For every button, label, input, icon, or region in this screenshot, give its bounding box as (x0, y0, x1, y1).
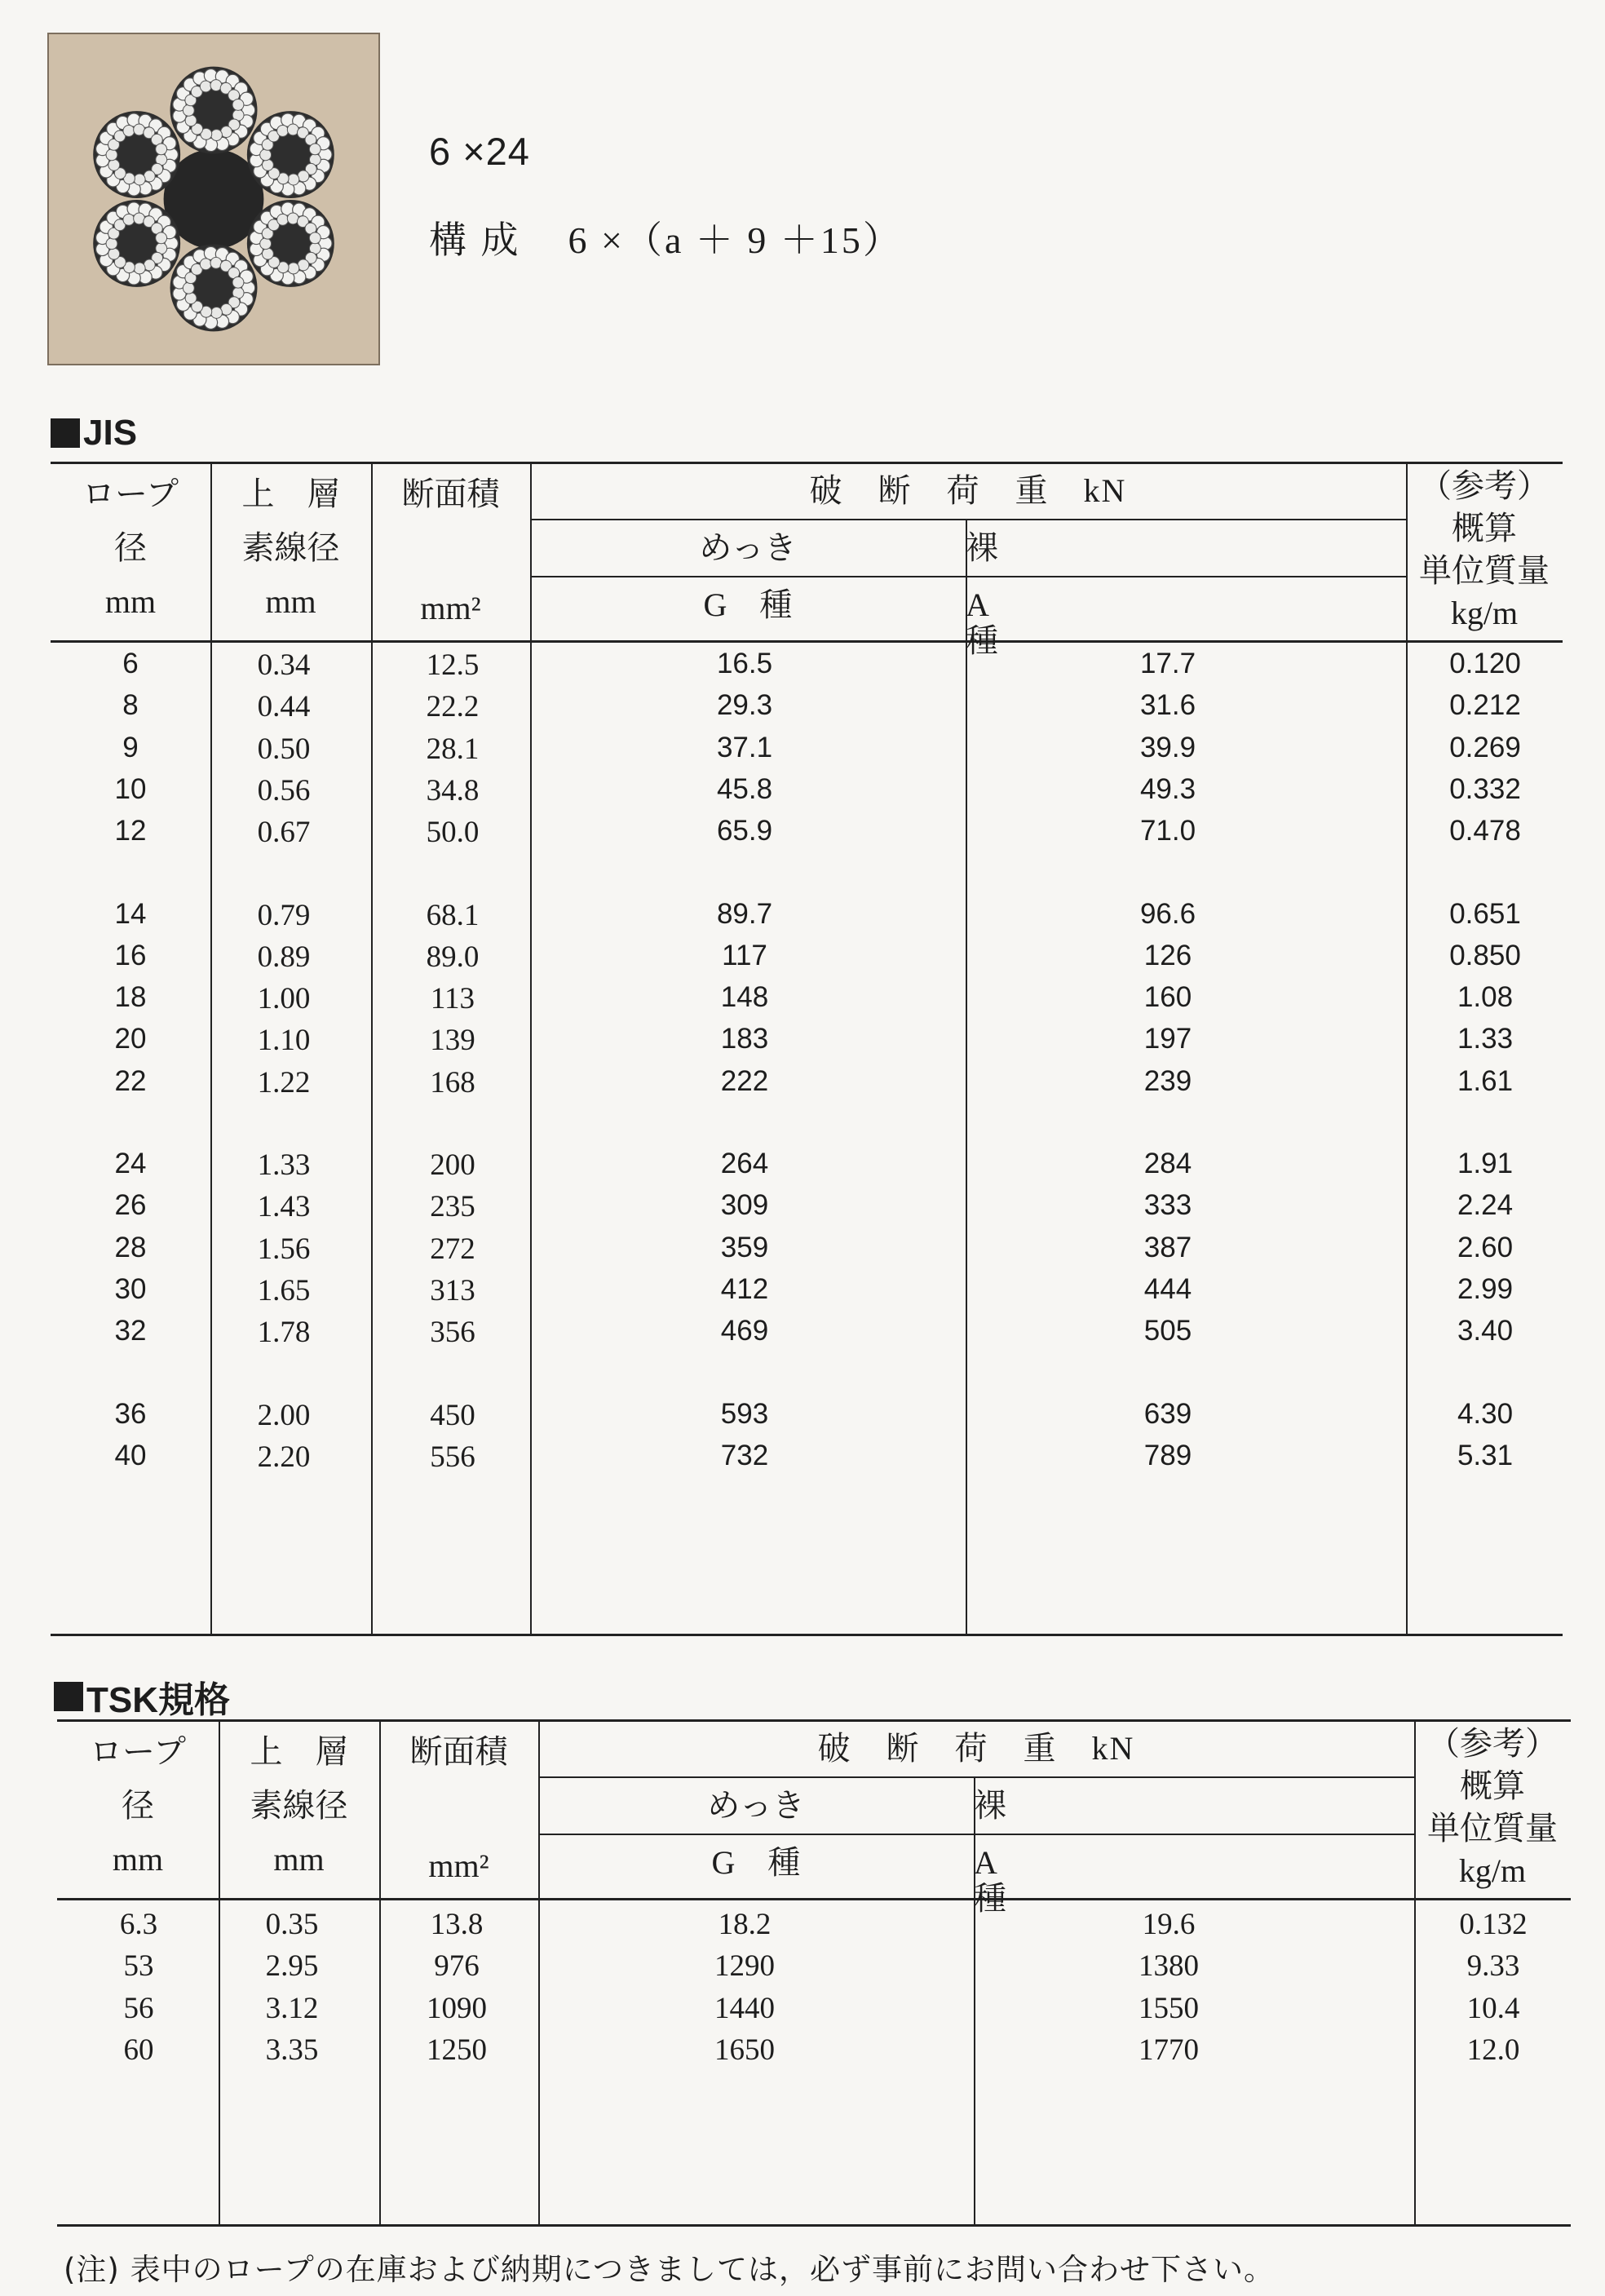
cell-rope-diameter: 18 (114, 981, 147, 1014)
header-unit-mass-line: kg/m (1458, 1852, 1527, 1889)
header-area-line: 断面積 (409, 1733, 508, 1770)
rope-construction (429, 210, 903, 264)
header-rope-diameter-line: ロープ (82, 476, 179, 512)
cell-a-type-load: 160 (1143, 981, 1192, 1014)
cell-unit-mass: 1.91 (1457, 1148, 1514, 1179)
cell-area: 1250 (427, 2033, 487, 2067)
cell-wire-diameter: 3.12 (265, 1991, 319, 2025)
cell-wire-diameter: 1.56 (257, 1232, 311, 1266)
cell-wire-diameter: 1.65 (257, 1273, 311, 1307)
header-outer-wire-diameter-line: mm (273, 1841, 325, 1878)
section-title-jis-text: JIS (83, 413, 138, 453)
cell-rope-diameter: 24 (114, 1148, 147, 1179)
cell-wire-diameter: 0.34 (257, 648, 311, 682)
header-rope-diameter (57, 1734, 219, 1896)
header-unit-mass (1414, 1723, 1571, 1892)
cell-g-type-load: 89.7 (716, 897, 773, 930)
section-title-jis (51, 413, 137, 453)
header-outer-wire-diameter-line: 上 層 (241, 476, 340, 512)
cell-a-type-load: 1770 (1139, 2033, 1199, 2067)
cell-a-type-load: 387 (1143, 1231, 1192, 1263)
cell-a-type-load: 49.3 (1139, 772, 1196, 805)
column-rule (371, 462, 373, 1634)
header-rope-diameter-line: 径 (122, 1787, 154, 1824)
cell-area: 28.1 (426, 732, 480, 766)
header-outer-wire-diameter-line: 素線径 (241, 529, 340, 566)
cell-g-type-load: 222 (720, 1064, 769, 1097)
rope-strand (247, 111, 334, 198)
cell-wire-diameter: 0.56 (257, 773, 311, 807)
cell-rope-diameter: 9 (122, 731, 139, 763)
cell-unit-mass: 1.33 (1457, 1023, 1514, 1055)
cell-unit-mass: 0.332 (1449, 772, 1521, 805)
cell-area: 200 (430, 1148, 475, 1182)
cell-wire-diameter: 0.35 (265, 1908, 319, 1941)
cell-unit-mass: 0.212 (1449, 689, 1521, 722)
header-unit-mass-line: 概算 (1460, 1767, 1525, 1804)
header-area-line: mm² (428, 1847, 489, 1884)
header-rope-diameter-line: mm (104, 583, 157, 620)
cell-area: 22.2 (426, 690, 480, 724)
cell-wire-diameter: 1.22 (257, 1065, 311, 1099)
cell-wire-diameter: 0.44 (257, 690, 311, 724)
table-bottom-rule (51, 1634, 1563, 1636)
cell-g-type-load: 29.3 (716, 689, 773, 722)
breaking-load-rule (538, 1776, 1414, 1778)
header-area-line: 断面積 (401, 476, 500, 512)
cell-area: 976 (434, 1949, 480, 1984)
cell-unit-mass: 2.60 (1457, 1231, 1514, 1263)
cell-area: 556 (430, 1440, 475, 1474)
header-rope-diameter (51, 476, 210, 638)
cell-wire-diameter: 0.79 (257, 898, 311, 932)
cell-unit-mass: 0.132 (1459, 1908, 1528, 1941)
cell-g-type-load: 1290 (714, 1949, 775, 1984)
cell-area: 272 (430, 1232, 475, 1266)
cell-a-type-load: 96.6 (1139, 897, 1196, 930)
cell-a-type-load: 31.6 (1139, 689, 1196, 722)
cell-wire-diameter: 1.43 (257, 1190, 311, 1224)
cell-wire-diameter: 2.95 (265, 1949, 319, 1984)
cell-rope-diameter: 6 (122, 648, 139, 679)
construction-formula: 6 ×（a ＋ 9 ＋15） (568, 219, 903, 261)
cell-a-type-load: 71.0 (1139, 815, 1196, 847)
cell-area: 450 (430, 1398, 475, 1432)
cell-wire-diameter: 0.89 (257, 940, 311, 974)
cell-wire-diameter: 0.67 (257, 816, 311, 850)
header-outer-wire-diameter (219, 1734, 379, 1896)
cell-area: 139 (430, 1024, 475, 1058)
cell-area: 50.0 (426, 816, 480, 850)
type-rule (538, 1834, 1414, 1835)
header-g-type: G 種 (703, 586, 793, 623)
cell-g-type-load: 1440 (714, 1991, 775, 2025)
rope-code: 6 ×24 (429, 130, 530, 173)
rope-strand (93, 200, 180, 287)
cell-a-type-load: 239 (1143, 1064, 1192, 1097)
cell-rope-diameter: 20 (114, 1023, 147, 1055)
cell-a-type-load: 197 (1143, 1023, 1192, 1055)
wire-rope-cross-section-icon (49, 34, 378, 364)
header-unit-mass-line: 単位質量 (1427, 1810, 1558, 1847)
cell-a-type-load: 19.6 (1142, 1908, 1196, 1941)
construction-label: 構 成 (429, 219, 521, 261)
cell-area: 235 (430, 1190, 475, 1224)
cell-rope-diameter: 16 (114, 939, 147, 971)
cell-g-type-load: 264 (720, 1148, 769, 1179)
column-rule (530, 462, 532, 1634)
cell-rope-diameter: 8 (122, 689, 139, 722)
header-rope-diameter-line: ロープ (90, 1733, 186, 1770)
header-g-type: G 種 (711, 1844, 801, 1881)
cell-g-type-load: 117 (722, 939, 767, 971)
cell-wire-diameter: 1.00 (257, 982, 311, 1016)
cell-rope-diameter: 22 (114, 1064, 147, 1097)
cell-unit-mass: 5.31 (1457, 1439, 1514, 1471)
cell-unit-mass: 1.08 (1457, 981, 1514, 1014)
cell-area: 168 (430, 1065, 475, 1099)
header-rope-diameter-line: 径 (114, 529, 147, 566)
cell-g-type-load: 37.1 (716, 731, 773, 763)
cell-unit-mass: 1.61 (1457, 1064, 1514, 1097)
header-breaking-load: 破 断 荷 重 kN (817, 1730, 1135, 1767)
column-rule (379, 1719, 381, 2224)
cell-a-type-load: 39.9 (1139, 731, 1196, 763)
header-outer-wire-diameter-line: 上 層 (250, 1733, 348, 1770)
header-outer-wire-diameter (210, 476, 371, 638)
header-outer-wire-diameter-line: mm (265, 583, 316, 620)
section-title-tsk (54, 1670, 230, 1723)
cell-g-type-load: 148 (720, 981, 769, 1014)
cell-area: 356 (430, 1316, 475, 1350)
cell-rope-diameter: 6.3 (119, 1908, 158, 1941)
cell-g-type-load: 18.2 (718, 1908, 772, 1941)
cell-a-type-load: 1380 (1139, 1949, 1199, 1984)
cell-a-type-load: 444 (1143, 1272, 1192, 1305)
rope-strand (170, 67, 258, 154)
cell-unit-mass: 12.0 (1466, 2033, 1520, 2067)
cell-wire-diameter: 1.78 (257, 1316, 311, 1350)
table-bottom-rule (57, 2224, 1571, 2227)
cell-area: 12.5 (426, 648, 480, 682)
rope-strand (170, 244, 258, 331)
cell-unit-mass: 0.651 (1449, 897, 1521, 930)
cell-g-type-load: 65.9 (716, 815, 773, 847)
cell-rope-diameter: 28 (114, 1231, 147, 1263)
cell-area: 34.8 (426, 773, 480, 807)
cell-g-type-load: 1650 (714, 2033, 775, 2067)
table-top-rule (57, 1719, 1571, 1722)
table-header-rule (57, 1898, 1571, 1900)
table-header-rule (51, 640, 1563, 643)
header-area-line: mm² (420, 590, 481, 626)
rope-strand (247, 200, 334, 287)
section-title-tsk-text: TSK規格 (86, 1680, 230, 1720)
cell-unit-mass: 2.24 (1457, 1189, 1514, 1222)
rope-strand (93, 111, 180, 198)
cell-g-type-load: 309 (720, 1189, 769, 1222)
cell-g-type-load: 45.8 (716, 772, 773, 805)
cell-area: 68.1 (426, 898, 480, 932)
cell-rope-diameter: 14 (114, 897, 147, 930)
breaking-load-rule (530, 519, 1406, 520)
cell-rope-diameter: 32 (114, 1315, 147, 1347)
cell-a-type-load: 789 (1143, 1439, 1192, 1471)
header-plated: めっき (707, 1787, 805, 1824)
cell-area: 89.0 (426, 940, 480, 974)
cell-rope-diameter: 10 (114, 772, 147, 805)
cell-rope-diameter: 36 (114, 1397, 147, 1430)
cell-a-type-load: 505 (1143, 1315, 1192, 1347)
cell-unit-mass: 0.478 (1449, 815, 1521, 847)
column-rule (974, 1898, 975, 2224)
cell-unit-mass: 0.269 (1449, 731, 1521, 763)
cell-rope-diameter: 12 (114, 815, 147, 847)
cell-wire-diameter: 3.35 (265, 2033, 319, 2067)
cell-unit-mass: 10.4 (1466, 1991, 1520, 2025)
cell-g-type-load: 593 (720, 1397, 769, 1430)
cell-a-type-load: 17.7 (1139, 648, 1196, 679)
header-unit-mass-line: kg/m (1450, 595, 1519, 631)
cell-rope-diameter: 30 (114, 1272, 147, 1305)
header-unit-mass-line: 単位質量 (1419, 552, 1550, 589)
cell-wire-diameter: 0.50 (257, 732, 311, 766)
cell-a-type-load: 639 (1143, 1397, 1192, 1430)
footnote: (注) 表中のロープの在庫および納期につきましては，必ず事前にお問い合わせ下さい。 (64, 2252, 1276, 2287)
cell-unit-mass: 9.33 (1466, 1949, 1520, 1984)
type-rule (530, 576, 1406, 577)
cell-g-type-load: 359 (720, 1231, 769, 1263)
header-plated: めっき (699, 529, 797, 566)
cell-rope-diameter: 60 (123, 2033, 154, 2067)
cell-area: 1090 (427, 1991, 487, 2025)
cell-rope-diameter: 26 (114, 1189, 147, 1222)
cell-area: 113 (430, 982, 475, 1016)
cell-unit-mass: 0.120 (1449, 648, 1521, 679)
cell-a-type-load: 126 (1143, 939, 1192, 971)
cell-area: 13.8 (430, 1908, 484, 1941)
cell-area: 313 (430, 1273, 475, 1307)
cell-wire-diameter: 1.10 (257, 1024, 311, 1058)
cell-g-type-load: 469 (720, 1315, 769, 1347)
cell-g-type-load: 412 (720, 1272, 769, 1305)
cell-a-type-load: 333 (1143, 1189, 1192, 1222)
cell-a-type-load: 284 (1143, 1148, 1192, 1179)
black-square-icon (51, 418, 80, 448)
header-breaking-load: 破 断 荷 重 kN (809, 472, 1127, 509)
column-rule (966, 640, 967, 1634)
cell-g-type-load: 732 (720, 1439, 769, 1471)
header-unit-mass-line: 概算 (1452, 510, 1517, 546)
header-unit-mass (1406, 465, 1563, 635)
cell-unit-mass: 4.30 (1457, 1397, 1514, 1430)
cell-rope-diameter: 40 (114, 1439, 147, 1471)
cell-wire-diameter: 1.33 (257, 1148, 311, 1182)
rope-cross-section-image (47, 33, 380, 365)
header-unit-mass-line: （参考） (1427, 1725, 1558, 1762)
table-top-rule (51, 462, 1563, 464)
black-square-icon (54, 1682, 83, 1711)
header-outer-wire-diameter-line: 素線径 (250, 1787, 348, 1824)
cell-rope-diameter: 53 (123, 1949, 154, 1984)
cell-wire-diameter: 2.20 (257, 1440, 311, 1474)
header-rope-diameter-line: mm (112, 1841, 164, 1878)
cell-wire-diameter: 2.00 (257, 1398, 311, 1432)
cell-unit-mass: 3.40 (1457, 1315, 1514, 1347)
cell-g-type-load: 183 (720, 1023, 769, 1055)
cell-unit-mass: 0.850 (1449, 939, 1521, 971)
cell-g-type-load: 16.5 (716, 648, 773, 679)
cell-unit-mass: 2.99 (1457, 1272, 1514, 1305)
column-rule (1406, 462, 1408, 1634)
cell-rope-diameter: 56 (123, 1991, 154, 2025)
cell-a-type-load: 1550 (1139, 1991, 1199, 2025)
header-unit-mass-line: （参考） (1419, 467, 1550, 504)
